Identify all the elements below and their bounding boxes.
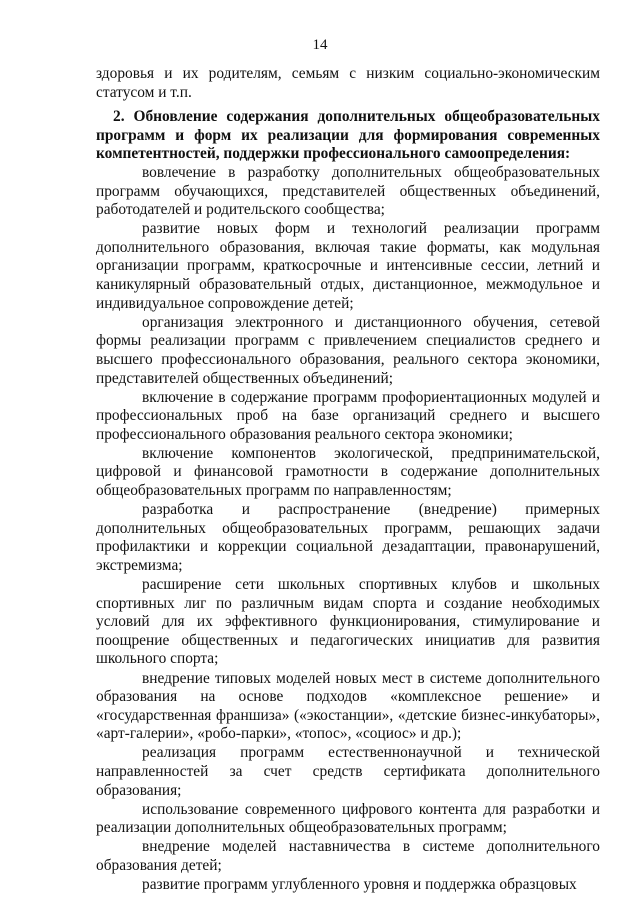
list-item: расширение сети школьных спортивных клубов и школьных спортивных лиг по различным видам спорта и создание необходимых условий для их эффективного функционирования, стимулирование и поощрение общественных и педагогических инициатив для развития школьного спорта; — [96, 576, 600, 668]
continuation-paragraph: здоровья и их родителям, семьям с низким социально-экономическим статусом и т.п. — [96, 65, 600, 101]
list-item: организация электронного и дистанционного обучения, сетевой формы реализации программ с привлечением специалистов среднего и высшего профессионального образования, реального сектора экономики, представителей общественных объединений; — [96, 313, 600, 387]
list-item: внедрение типовых моделей новых мест в системе дополнительного образования на основе подходов «комплексное решение» и «государственная франшиза» («экостанции», «детские бизнес-инкубаторы», «арт-галерии», «робо-парки», «топос», «социос» и др.); — [96, 669, 600, 743]
list-item: включение компонентов экологической, предпринимательской, цифровой и финансовой грамотности в содержание дополнительных общеобразовательных программ по направленностям; — [96, 444, 600, 500]
section-heading: 2. Обновление содержания дополнительных общеобразовательных программ и форм их реализации для формирования современных компетентностей, поддержки профессионального самоопределения: — [96, 108, 600, 163]
list-item: вовлечение в разработку дополнительных общеобразовательных программ обучающихся, представителей общественных объединений, работодателей и родительского сообщества; — [96, 163, 600, 219]
list-item: разработка и распространение (внедрение) примерных дополнительных общеобразовательных программ, решающих задачи профилактики и коррекции социальной дезадаптации, правонарушений, экстремизма; — [96, 501, 600, 574]
page-body — [96, 65, 600, 895]
list-item: использование современного цифрового контента для разработки и реализации дополнительных общеобразовательных программ; — [96, 800, 600, 837]
list-item: включение в содержание программ профориентационных модулей и профессиональных проб на базе организаций среднего и высшего профессионального образования реального сектора экономики; — [96, 388, 600, 443]
list-item: развитие новых форм и технологий реализации программ дополнительного образования, включая такие форматы, как модульная организации программ, краткосрочные и интенсивные сессии, летний и каникулярный образовательный отдых, дистанционное, межмодульное и индивидуальное сопровождение детей; — [96, 220, 600, 312]
page-number: 14 — [312, 37, 328, 53]
list-item: реализация программ естественнонаучной и технической направленностей за счет средств сертификата дополнительного образования; — [96, 744, 600, 799]
list-item: развитие программ углубленного уровня и поддержка образцовых — [142, 876, 577, 894]
list-item: внедрение моделей наставничества в системе дополнительного образования детей; — [96, 838, 600, 874]
